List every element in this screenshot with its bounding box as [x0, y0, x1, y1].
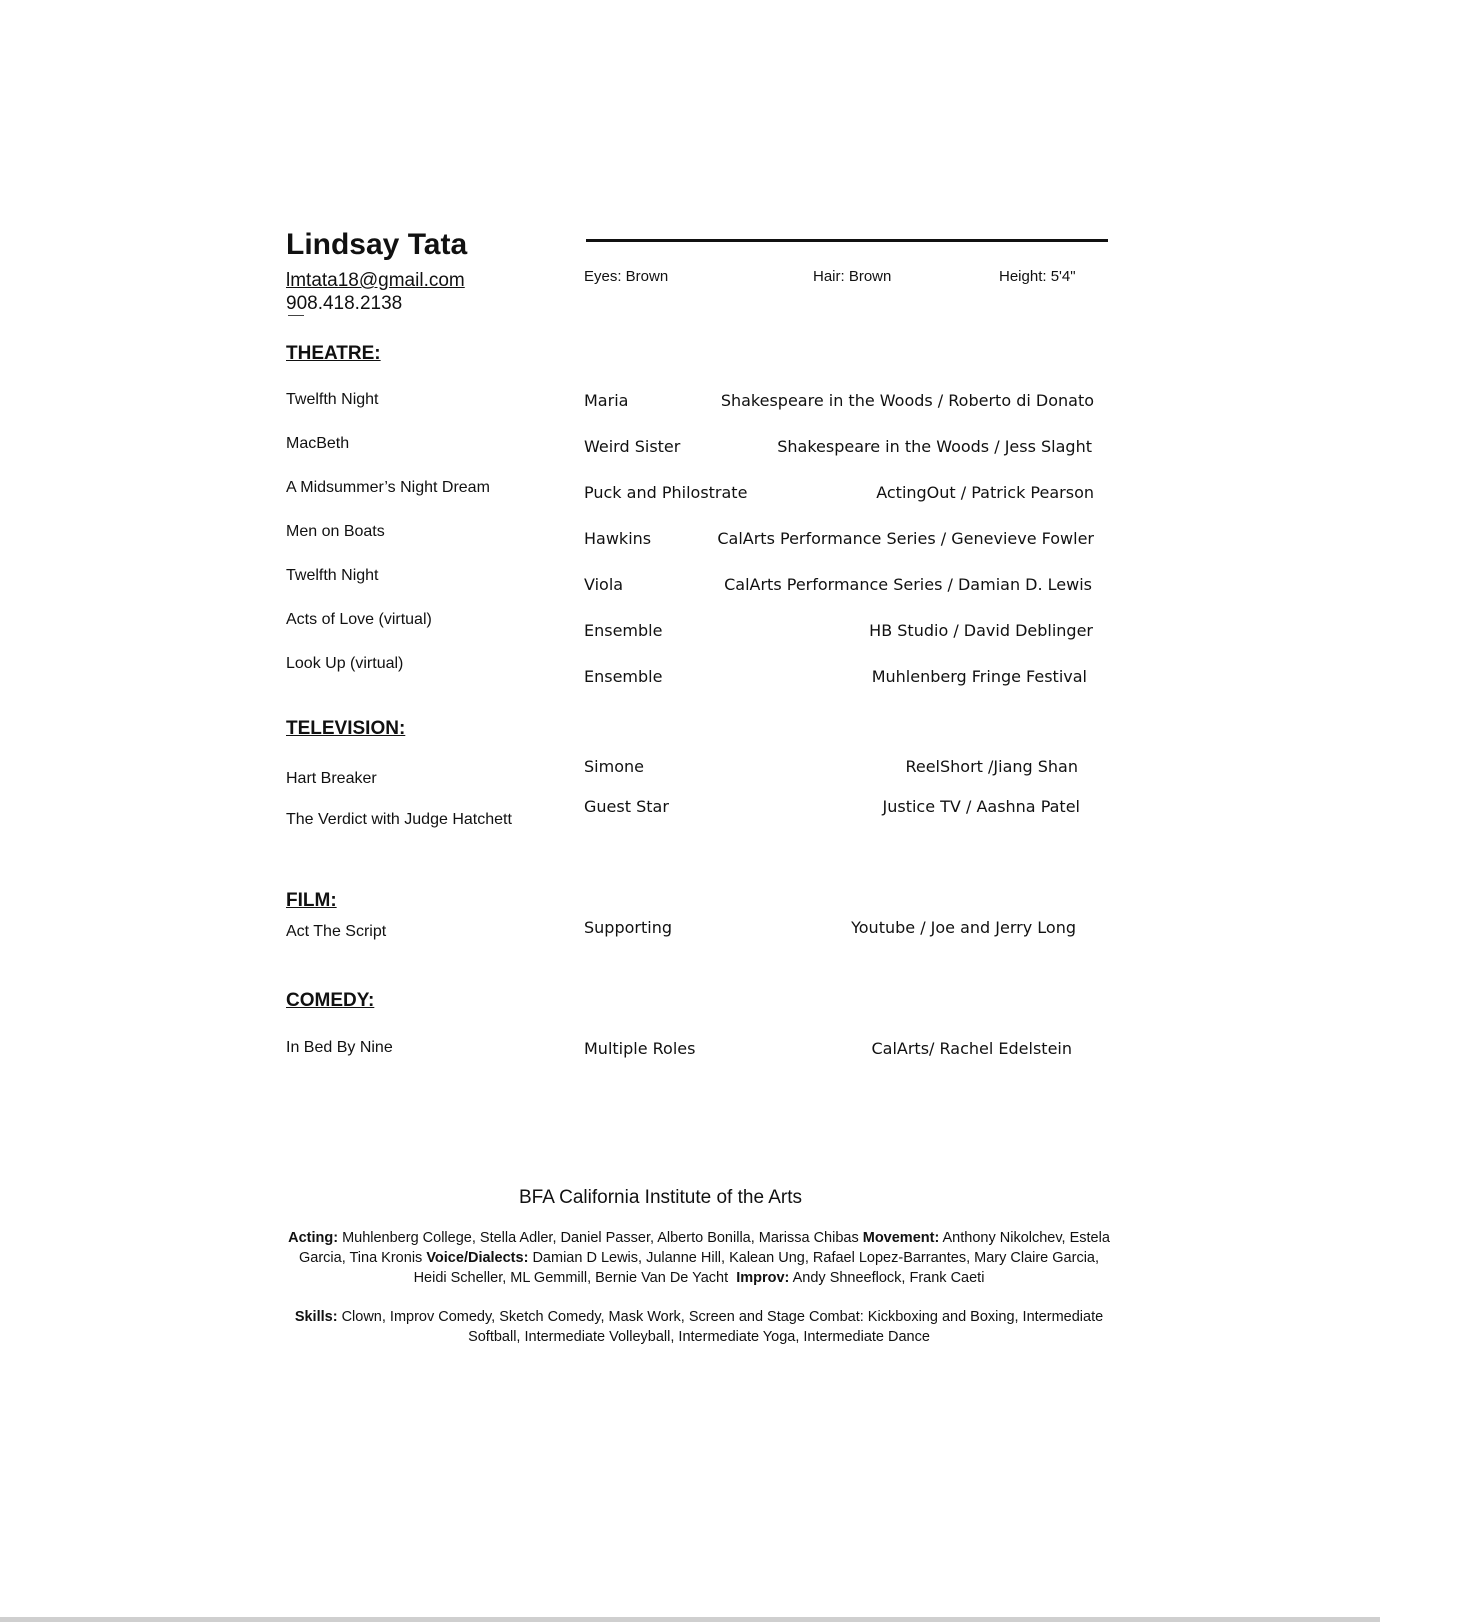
credit-title: Twelfth Night — [286, 391, 379, 408]
credit-role: Simone — [584, 757, 644, 776]
section-heading-comedy: COMEDY: — [286, 990, 375, 1011]
header-rule — [586, 239, 1108, 242]
improv-teachers: Andy Shneeflock, Frank Caeti — [792, 1270, 985, 1286]
section-heading-theatre: THEATRE: — [286, 343, 381, 364]
email-link[interactable]: lmtata18@gmail.com — [286, 270, 465, 291]
acting-label: Acting: — [288, 1230, 339, 1246]
credit-role: Weird Sister — [584, 437, 681, 456]
credit-company: Youtube / Joe and Jerry Long — [851, 918, 1076, 937]
movement-teachers: Anthony Nikolchev, Estela Garcia, Tina Kronis — [298, 1230, 1110, 1266]
credit-company: Shakespeare in the Woods / Jess Slaght — [777, 437, 1092, 456]
credit-title: Hart Breaker — [286, 770, 377, 787]
movement-label: Movement: — [862, 1230, 940, 1246]
height-attribute: Height: 5'4" — [999, 268, 1076, 285]
credit-role: Ensemble — [584, 667, 663, 686]
credit-company: HB Studio / David Deblinger — [869, 621, 1093, 640]
credit-role: Viola — [584, 575, 624, 594]
credit-company: Justice TV / Aashna Patel — [882, 797, 1080, 816]
credit-title: Look Up (virtual) — [286, 655, 404, 672]
credit-role: Hawkins — [584, 529, 652, 548]
credit-role: Puck and Philostrate — [584, 483, 748, 502]
acting-teachers: Muhlenberg College, Stella Adler, Daniel Passer, Alberto Bonilla, Marissa Chibas — [342, 1230, 859, 1246]
credit-title: MacBeth — [286, 435, 350, 452]
actor-name: Lindsay Tata — [286, 228, 468, 261]
credit-company: ActingOut / Patrick Pearson — [876, 483, 1094, 502]
voice-teachers: Damian D Lewis, Julanne Hill, Kalean Ung, Rafael Lopez-Barrantes, Mary Claire Garcia, Heidi Scheller, ML Gemmill, Bernie Van De Yacht — [413, 1250, 1100, 1286]
page-bottom-scrollbar[interactable] — [0, 1617, 1380, 1622]
eyes-attribute: Eyes: Brown — [584, 268, 669, 285]
credit-role: Maria — [584, 391, 629, 410]
credit-company: CalArts/ Rachel Edelstein — [871, 1039, 1072, 1058]
divider-dash — [288, 315, 304, 316]
credit-company: CalArts Performance Series / Genevieve Fowler — [717, 529, 1094, 548]
credit-title: The Verdict with Judge Hatchett — [286, 811, 512, 828]
section-heading-television: TELEVISION: — [286, 718, 406, 739]
training-paragraph — [286, 1228, 1112, 1288]
section-heading-film: FILM: — [286, 890, 337, 911]
skills-label: Skills: — [294, 1309, 338, 1325]
credit-company: Shakespeare in the Woods / Roberto di Donato — [720, 391, 1094, 410]
credit-role: Ensemble — [584, 621, 663, 640]
credit-company: Muhlenberg Fringe Festival — [871, 667, 1087, 686]
credit-role: Supporting — [584, 918, 672, 937]
credit-title: Acts of Love (virtual) — [286, 611, 432, 628]
improv-label: Improv: — [736, 1270, 790, 1286]
credit-title: Men on Boats — [286, 523, 385, 540]
credit-title: Act The Script — [286, 923, 387, 940]
skills-paragraph — [286, 1307, 1112, 1347]
credit-title: A Midsummer’s Night Dream — [286, 479, 490, 496]
education: BFA California Institute of the Arts — [519, 1187, 803, 1208]
credit-role: Guest Star — [584, 797, 669, 816]
hair-attribute: Hair: Brown — [813, 268, 892, 285]
credit-company: CalArts Performance Series / Damian D. Lewis — [724, 575, 1092, 594]
voice-label: Voice/Dialects: — [426, 1250, 529, 1266]
skills-list: Clown, Improv Comedy, Sketch Comedy, Mask Work, Screen and Stage Combat: Kickboxing and Boxing, Intermediate Softball, Intermediate Volleyball, Intermediate Yoga, Intermediate Dance — [341, 1309, 1104, 1345]
credit-company: ReelShort /Jiang Shan — [905, 757, 1078, 776]
credit-title: In Bed By Nine — [286, 1039, 393, 1056]
credit-title: Twelfth Night — [286, 567, 379, 584]
credit-role: Multiple Roles — [584, 1039, 696, 1058]
phone-number: 908.418.2138 — [286, 293, 403, 314]
